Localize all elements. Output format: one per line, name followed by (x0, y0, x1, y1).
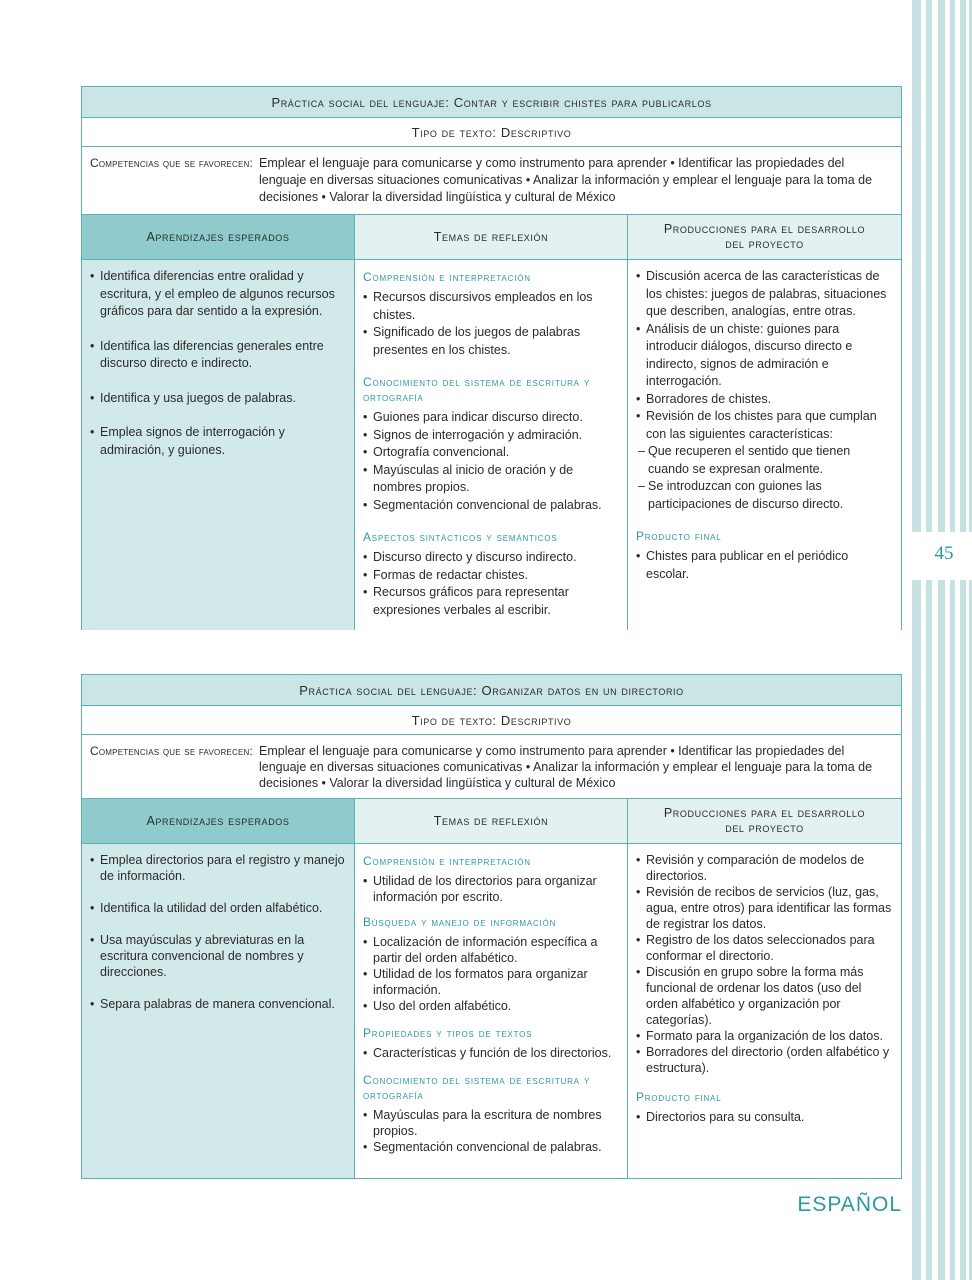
aprendizajes-cell (82, 260, 355, 630)
competencias-label: Competencias que se favorecen: (90, 156, 253, 170)
producto-heading: Producto final (636, 1090, 722, 1104)
list-item: • Ortografía convencional. (363, 444, 619, 462)
temas-cell (355, 844, 628, 1178)
content-row (82, 260, 901, 630)
list-item: • Usa mayúsculas y abreviaturas en la escritura convencional de nombres y direcciones. (90, 932, 346, 980)
list-item: • Identifica la utilidad del orden alfabético. (90, 900, 346, 916)
header-aprendizajes: Aprendizajes esperados (82, 215, 355, 259)
list-item: • Identifica las diferencias generales entre discurso directo e indirecto. (90, 338, 346, 373)
text-type: Tipo de texto: Descriptivo (82, 706, 901, 735)
temas-subheading: Comprensión e interpretación (363, 270, 531, 284)
header-temas: Temas de reflexión (355, 215, 628, 259)
list-item: • Características y función de los directorios. (363, 1045, 619, 1061)
practice-title: Práctica social del lenguaje: Contar y escribir chistes para publicarlos (82, 87, 901, 118)
list-item: • Borradores de chistes. (636, 391, 893, 409)
list-item: • Mayúsculas para la escritura de nombres propios. (363, 1107, 619, 1139)
program-table-2 (81, 674, 902, 1179)
program-table-1 (81, 86, 902, 630)
column-headers (82, 799, 901, 844)
temas-subheading: Comprensión e interpretación (363, 854, 531, 868)
list-item: • Guiones para indicar discurso directo. (363, 409, 619, 427)
temas-subheading: Búsqueda y manejo de información (363, 915, 557, 929)
list-item: • Identifica diferencias entre oralidad y escritura, y el empleo de algunos recursos gráficos para dar sentido a la expresión. (90, 268, 346, 321)
list-item: • Separa palabras de manera convencional. (90, 996, 346, 1012)
list-item: • Formato para la organización de los datos. (636, 1028, 893, 1044)
subject-title: ESPAÑOL (797, 1193, 902, 1216)
competencias-label: Competencias que se favorecen: (90, 744, 253, 758)
list-item: • Signos de interrogación y admiración. (363, 427, 619, 445)
list-item: • Mayúsculas al inicio de oración y de nombres propios. (363, 462, 619, 497)
sub-list-item: – Que recuperen el sentido que tienen cuando se expresan oralmente. (638, 443, 893, 478)
list-item: • Identifica y usa juegos de palabras. (90, 390, 346, 408)
list-item: • Formas de redactar chistes. (363, 567, 619, 585)
column-headers (82, 215, 901, 260)
list-item: • Revisión y comparación de modelos de directorios. (636, 852, 893, 884)
list-item: • Emplea signos de interrogación y admiración, y guiones. (90, 424, 346, 459)
producciones-cell (628, 260, 901, 630)
list-item: • Discusión acerca de las características de los chistes: juegos de palabras, situaciones que describen, analogías, entre otras. (636, 268, 893, 321)
producciones-cell (628, 844, 901, 1178)
list-item: • Análisis de un chiste: guiones para introducir diálogos, discurso directo e indirecto, signos de admiración e interrogación. (636, 321, 893, 391)
list-item: • Directorios para su consulta. (636, 1109, 893, 1125)
list-item: • Borradores del directorio (orden alfabético y estructura). (636, 1044, 893, 1076)
temas-subheading: Propiedades y tipos de textos (363, 1026, 533, 1040)
list-item: • Utilidad de los formatos para organizar información. (363, 966, 619, 998)
content-row (82, 844, 901, 1178)
list-item: • Segmentación convencional de palabras. (363, 1139, 619, 1155)
text-type: Tipo de texto: Descriptivo (82, 118, 901, 147)
list-item: • Registro de los datos seleccionados para conformar el directorio. (636, 932, 893, 964)
list-item: • Segmentación convencional de palabras. (363, 497, 619, 515)
competencias-text: Emplear el lenguaje para comunicarse y como instrumento para aprender • Identificar las propiedades del lenguaje en diversas situaciones comunicativas • Analizar la información y emplear el lenguaje para la toma de decisiones • Valorar la diversidad lingüística y cultural de México (259, 156, 873, 204)
list-item: • Emplea directorios para el registro y manejo de información. (90, 852, 346, 884)
producto-heading: Producto final (636, 529, 722, 543)
competencias-row (82, 147, 901, 215)
list-item: • Localización de información específica a partir del orden alfabético. (363, 934, 619, 966)
list-item: • Utilidad de los directorios para organizar información por escrito. (363, 873, 619, 905)
list-item: • Significado de los juegos de palabras presentes en los chistes. (363, 324, 619, 359)
sub-list-item: – Se introduzcan con guiones las participaciones de discurso directo. (638, 478, 893, 513)
decorative-stripes (912, 0, 972, 1280)
list-item: • Revisión de los chistes para que cumplan con las siguientes características: (636, 408, 893, 443)
header-producciones: Producciones para el desarrollo del proyecto (628, 215, 901, 259)
aprendizajes-cell (82, 844, 355, 1178)
header-producciones: Producciones para el desarrollo del proyecto (628, 799, 901, 843)
list-item: • Discurso directo y discurso indirecto. (363, 549, 619, 567)
header-temas: Temas de reflexión (355, 799, 628, 843)
temas-cell (355, 260, 628, 630)
list-item: • Recursos discursivos empleados en los chistes. (363, 289, 619, 324)
competencias-text: Emplear el lenguaje para comunicarse y como instrumento para aprender • Identificar las propiedades del lenguaje en diversas situaciones comunicativas • Analizar la información y emplear el lenguaje para la toma de decisiones • Valorar la diversidad lingüística y cultural de México (259, 744, 873, 790)
list-item: • Revisión de recibos de servicios (luz, gas, agua, entre otros) para identificar las formas de registrar los datos. (636, 884, 893, 932)
page-number: 45 (934, 543, 954, 564)
header-aprendizajes: Aprendizajes esperados (82, 799, 355, 843)
list-item: • Chistes para publicar en el periódico escolar. (636, 548, 893, 583)
temas-subheading: Conocimiento del sistema de escritura y ortografía (363, 1073, 591, 1102)
practice-title: Práctica social del lenguaje: Organizar datos en un directorio (82, 675, 901, 706)
list-item: • Discusión en grupo sobre la forma más funcional de ordenar los datos (uso del orden alfabético y organización por categorías). (636, 964, 893, 1028)
competencias-row (82, 735, 901, 799)
list-item: • Recursos gráficos para representar expresiones verbales al escribir. (363, 584, 619, 619)
temas-subheading: Aspectos sintácticos y semánticos (363, 530, 558, 544)
temas-subheading: Conocimiento del sistema de escritura y ortografía (363, 375, 591, 404)
list-item: • Uso del orden alfabético. (363, 998, 619, 1014)
